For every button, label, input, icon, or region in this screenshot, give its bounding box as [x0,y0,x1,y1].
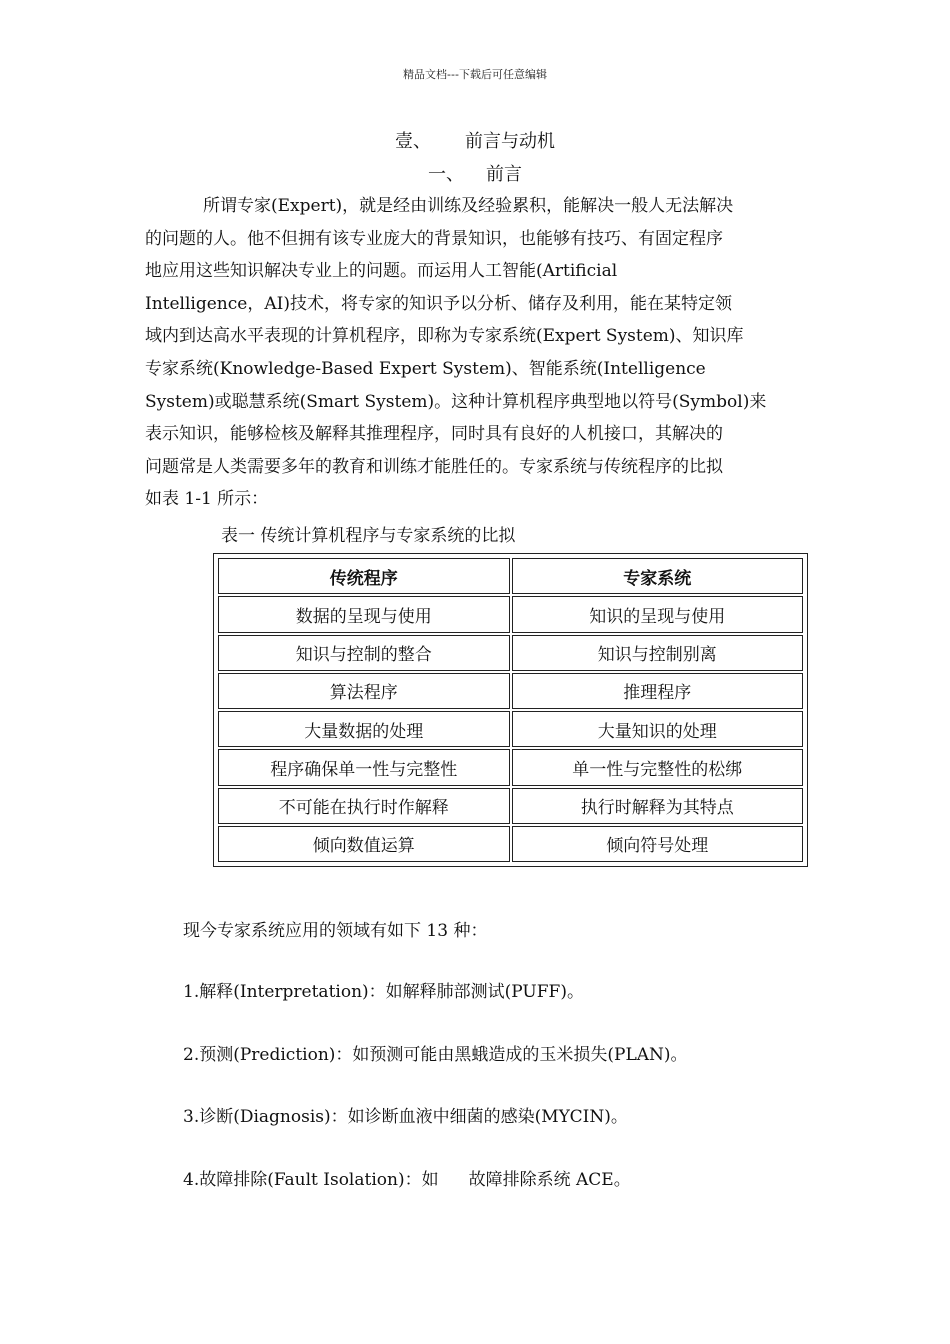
table-cell: 知识与控制的整合 [218,635,510,671]
paragraph-line: 地应用这些知识解决专业上的问题。而运用人工智能(Artificial [145,261,618,282]
table-cell: 算法程序 [218,673,510,709]
domain-item-interpretation: 1.解释(Interpretation)：如解释肺部测试(PUFF)。 [183,982,584,1002]
paragraph-line: 专家系统(Knowledge-Based Expert System)、智能系统(Intelligence [145,358,706,379]
table-cell: 执行时解释为其特点 [512,788,804,824]
table-row [218,788,803,824]
paragraph-line: 的问题的人。他不但拥有该专业庞大的背景知识，也能够有技巧、有固定程序 [145,228,723,249]
table-row [218,673,803,709]
table-cell: 倾向数值运算 [218,826,510,862]
table-cell: 倾向符号处理 [512,826,804,862]
table-header-cell: 传统程序 [218,558,510,594]
intro-paragraph [145,190,809,516]
paragraph-line: 所谓专家(Expert)，就是经由训练及经验累积，能解决一般人无法解决 [203,196,734,216]
domain-item-prefix: 4.故障排除(Fault Isolation)：如 [183,1170,439,1190]
domain-item-suffix: 故障排除系统 ACE。 [468,1170,631,1190]
table-cell: 大量数据的处理 [218,711,510,747]
paragraph-line: 域内到达高水平表现的计算机程序，即称为专家系统(Expert System)、知识库 [145,326,744,347]
section-title-text: 前言与动机 [465,131,555,152]
table-row [218,749,803,785]
paragraph-line: 问题常是人类需要多年的教育和训练才能胜任的。专家系统与传统程序的比拟 [145,456,723,477]
subsection-number: 一、 [428,164,464,185]
comparison-table-grid [216,556,805,864]
paragraph-line: System)或聪慧系统(Smart System)。这种计算机程序典型地以符号(Symbol)来 [145,391,767,412]
table-cell: 知识的呈现与使用 [512,596,804,632]
table-cell: 程序确保单一性与完整性 [218,749,510,785]
table-cell: 不可能在执行时作解释 [218,788,510,824]
table-cell: 大量知识的处理 [512,711,804,747]
table-cell: 推理程序 [512,673,804,709]
comparison-table [213,553,808,867]
header-banner: 精品文档---下载后可任意编辑 [403,68,547,81]
section-number: 壹、 [395,131,431,152]
table-cell: 数据的呈现与使用 [218,596,510,632]
subsection-title-text: 前言 [486,164,522,185]
table-row [218,596,803,632]
table-row [218,635,803,671]
section-title [0,127,950,153]
domain-item-prediction: 2.预测(Prediction)：如预测可能由黑蛾造成的玉米损失(PLAN)。 [183,1045,688,1065]
table-header-row [218,558,803,594]
table-header-cell: 专家系统 [512,558,804,594]
table-caption: 表一 传统计算机程序与专家系统的比拟 [221,526,516,546]
table-cell: 知识与控制别离 [512,635,804,671]
table-row [218,826,803,862]
table-row [218,711,803,747]
domains-intro: 现今专家系统应用的领域有如下 13 种： [183,921,488,941]
subsection-title [0,160,950,186]
paragraph-line: 如表 1-1 所示： [145,489,269,510]
domain-item-fault-isolation [183,1165,631,1190]
domain-item-diagnosis: 3.诊断(Diagnosis)：如诊断血液中细菌的感染(MYCIN)。 [183,1107,628,1127]
paragraph-line: 表示知识，能够检核及解释其推理程序，同时具有良好的人机接口，其解决的 [145,424,723,445]
paragraph-line: Intelligence，AI)技术，将专家的知识予以分析、储存及利用，能在某特定领 [145,293,732,314]
table-cell: 单一性与完整性的松绑 [512,749,804,785]
